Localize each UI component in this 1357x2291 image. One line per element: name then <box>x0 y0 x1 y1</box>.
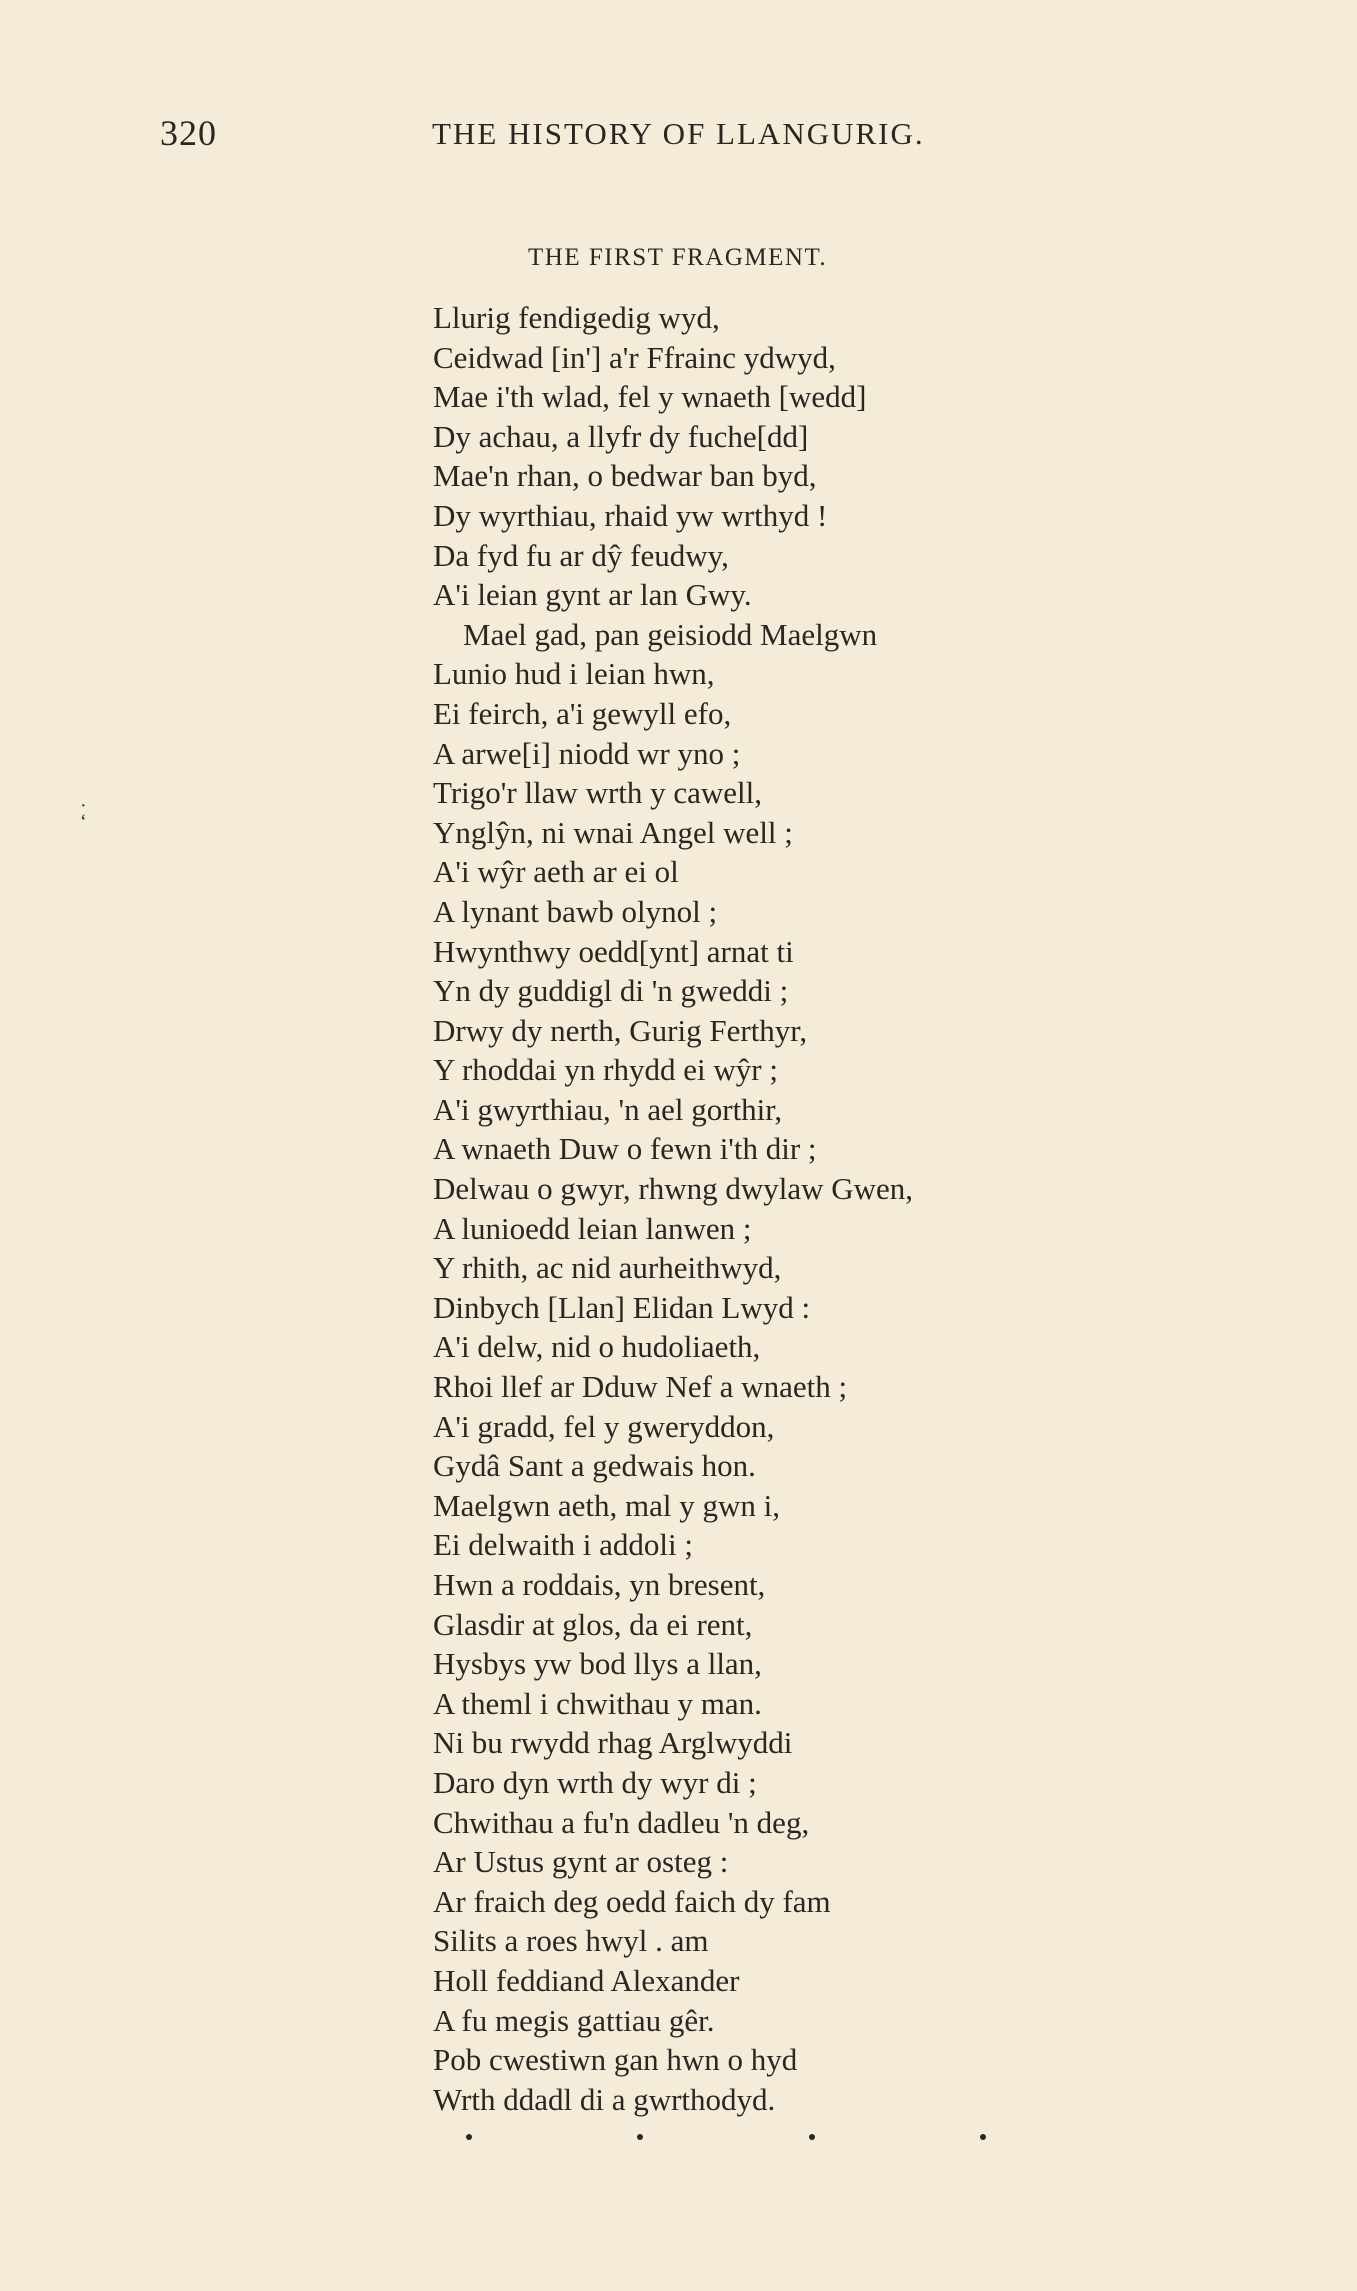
poem-line: Dinbych [Llan] Elidan Lwyd : <box>433 1289 811 1325</box>
poem-line: Holl feddiand Alexander <box>433 1962 740 1998</box>
poem-line: Hysbys yw bod llys a llan, <box>433 1646 762 1682</box>
poem-line: Wrth ddadl di a gwrthodyd. <box>433 2081 776 2117</box>
poem-line: Da fyd fu ar dŷ feudwy, <box>433 537 729 573</box>
omission-dot <box>637 2134 643 2140</box>
poem-line: Llurig fendigedig wyd, <box>433 300 720 335</box>
poem <box>433 298 1253 2119</box>
omission-dot <box>809 2134 815 2140</box>
poem-line: Mael gad, pan geisiodd Maelgwn <box>463 616 878 652</box>
poem-line: Ar Ustus gynt ar osteg : <box>433 1844 729 1880</box>
poem-line: Glasdir at glos, da ei rent, <box>433 1606 753 1642</box>
page-header <box>160 112 1020 162</box>
poem-line: Mae'n rhan, o bedwar ban byd, <box>433 458 817 494</box>
poem-line: Ar fraich deg oedd faich dy fam <box>433 1883 831 1919</box>
poem-line: Y rhith, ac nid aurheithwyd, <box>433 1250 782 1286</box>
omission-dots <box>466 2134 986 2140</box>
poem-line: A wnaeth Duw o fewn i'th dir ; <box>433 1131 817 1167</box>
poem-line: Drwy dy nerth, Gurig Ferthyr, <box>433 1012 808 1048</box>
poem-line: Hwynthwy oedd[ynt] arnat ti <box>433 933 794 969</box>
poem-line: Lunio hud i leian hwn, <box>433 656 715 692</box>
poem-line: A'i leian gynt ar lan Gwy. <box>433 577 752 613</box>
poem-line: Dy wyrthiau, rhaid yw wrthyd ! <box>433 497 828 533</box>
poem-line: Yn dy guddigl di 'n gweddi ; <box>433 973 789 1009</box>
omission-dot <box>466 2134 472 2140</box>
poem-line: Ni bu rwydd rhag Arglwyddi <box>433 1725 793 1761</box>
poem-line: Ei delwaith i addoli ; <box>433 1527 694 1563</box>
poem-line: Dy achau, a llyfr dy fuche[dd] <box>433 418 809 454</box>
poem-line: A arwe[i] niodd wr yno ; <box>433 735 741 771</box>
poem-line: Delwau o gwyr, rhwng dwylaw Gwen, <box>433 1171 914 1207</box>
poem-line: Ceidwad [in'] a'r Ffrainc ydwyd, <box>433 339 836 375</box>
poem-line: Maelgwn aeth, mal y gwn i, <box>433 1487 780 1523</box>
poem-line: A lunioedd leian lanwen ; <box>433 1210 752 1246</box>
poem-line: Gydâ Sant a gedwais hon. <box>433 1448 756 1484</box>
poem-line: Chwithau a fu'n dadleu 'n deg, <box>433 1804 810 1840</box>
poem-line: A theml i chwithau y man. <box>433 1685 762 1721</box>
poem-line: A'i gradd, fel y gweryddon, <box>433 1408 775 1444</box>
running-title: THE HISTORY OF LLANGURIG. <box>432 116 925 151</box>
poem-line: Silits a roes hwyl . am <box>433 1923 709 1959</box>
poem-line: Y rhoddai yn rhydd ei wŷr ; <box>433 1052 778 1088</box>
poem-line: Trigo'r llaw wrth y cawell, <box>433 775 763 811</box>
poem-line: Ei feirch, a'i gewyll efo, <box>433 695 732 731</box>
poem-line: A'i gwyrthiau, 'n ael gorthir, <box>433 1091 783 1127</box>
margin-mark: · ‘ <box>80 795 87 833</box>
poem-line: Mae i'th wlad, fel y wnaeth [wedd] <box>433 379 867 415</box>
section-title: THE FIRST FRAGMENT. <box>528 244 828 271</box>
poem-line: A'i delw, nid o hudoliaeth, <box>433 1329 761 1365</box>
poem-line: A fu megis gattiau gêr. <box>433 2002 715 2038</box>
poem-line: Daro dyn wrth dy wyr di ; <box>433 1764 757 1800</box>
poem-line: A lynant bawb olynol ; <box>433 893 718 929</box>
poem-line: Rhoi llef ar Dduw Nef a wnaeth ; <box>433 1369 848 1405</box>
page-number: 320 <box>160 113 217 153</box>
poem-line: A'i wŷr aeth ar ei ol <box>433 854 679 890</box>
poem-line: Pob cwestiwn gan hwn o hyd <box>433 2042 798 2078</box>
poem-line: Ynglŷn, ni wnai Angel well ; <box>433 814 793 850</box>
omission-dot <box>980 2134 986 2140</box>
poem-line: Hwn a roddais, yn bresent, <box>433 1567 766 1602</box>
